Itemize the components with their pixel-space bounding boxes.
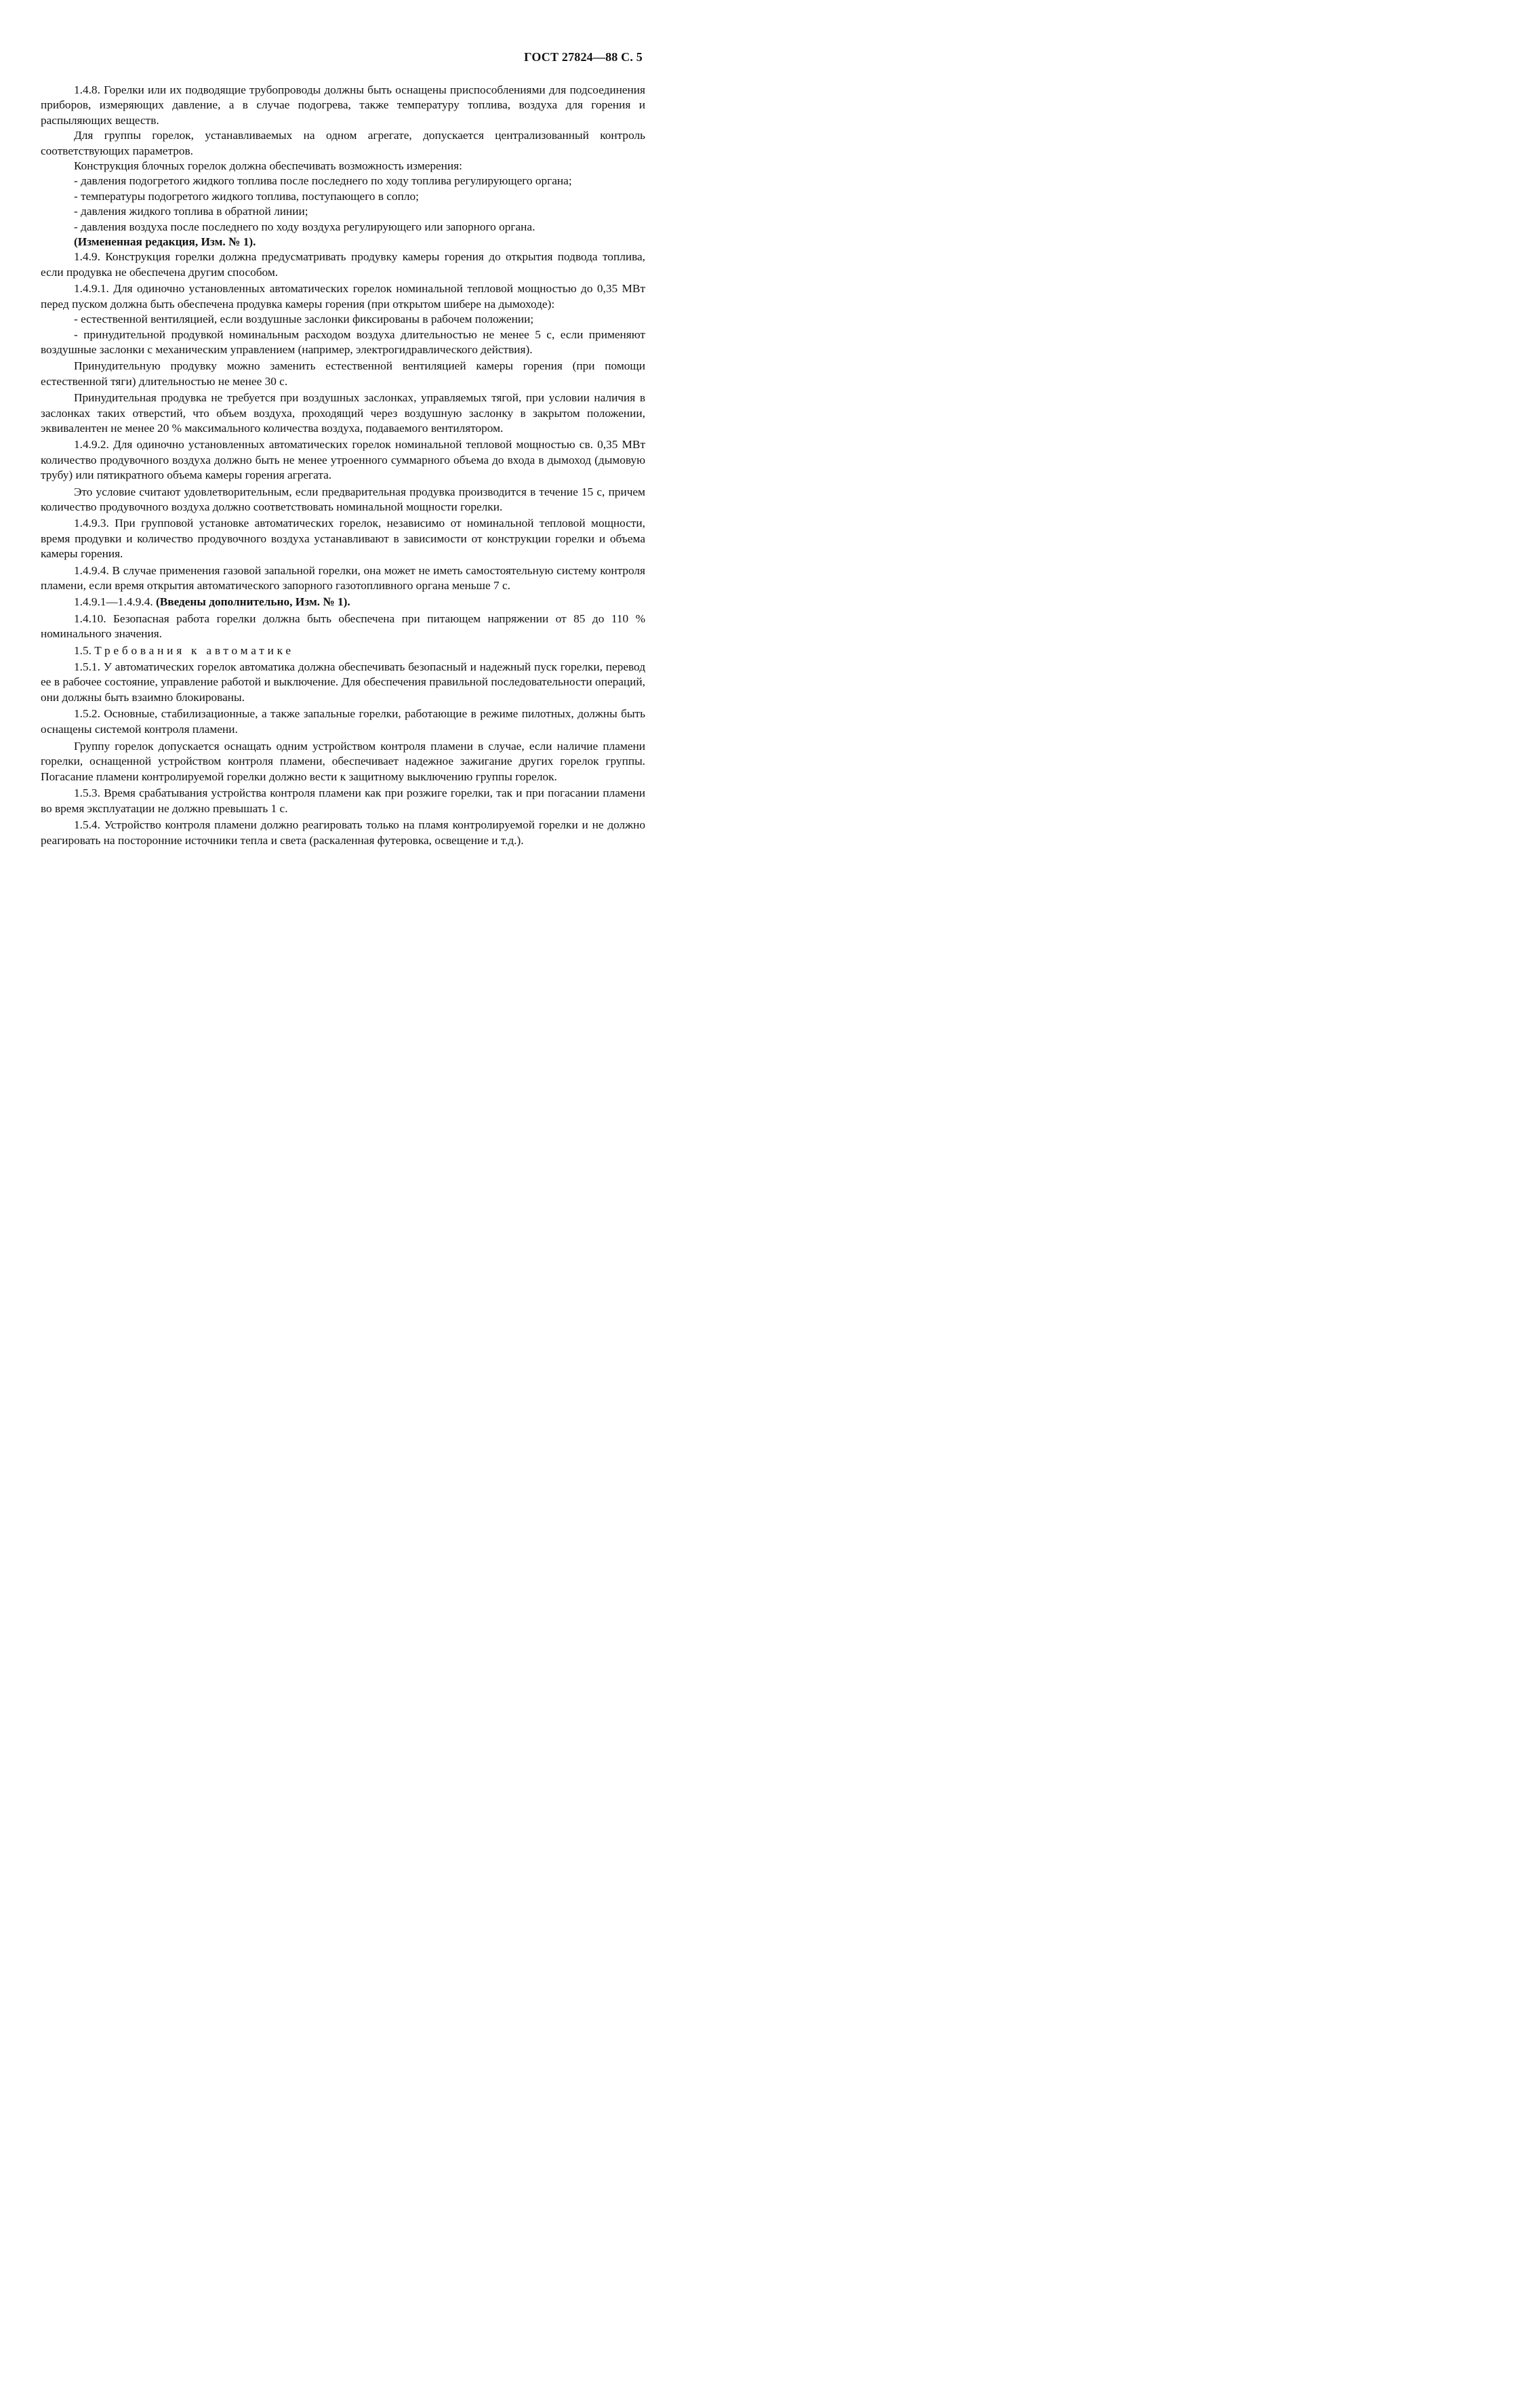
section-heading-1-5 — [41, 643, 645, 658]
paragraph-1-4-9-3: 1.4.9.3. При групповой установке автоматических горелок, независимо от номинальной тепловой мощности, время продувки и количество продувочного воздуха устанавливают в зависимости от конструкции горелки и объема камеры горения. — [41, 517, 645, 561]
paragraph-1-4-9: 1.4.9. Конструкция горелки должна предусматривать продувку камеры горения до открытия подвода топлива, если продувка не обеспечена другим способом. — [41, 250, 645, 279]
paragraph-1-4-9-2: 1.4.9.2. Для одиночно установленных автоматических горелок номинальной тепловой мощностью св. 0,35 МВт количество продувочного воздуха должно быть не менее утроенного суммарного объема до входа в дымоход (дымовую трубу) или пятикратного объема камеры горения агрегата. — [41, 438, 645, 482]
amendment-note: (Измененная редакция, Изм. № 1). — [74, 235, 256, 249]
amendment-range: 1.4.9.1—1.4.9.4. — [74, 595, 156, 609]
list-item: - давления подогретого жидкого топлива после последнего по ходу топлива регулирующего органа; — [74, 174, 572, 188]
amendment-label: (Введены дополнительно, Изм. № 1). — [155, 595, 350, 609]
paragraph-1-5-3: 1.5.3. Время срабатывания устройства контроля пламени как при розжиге горелки, так и при погасании пламени во время эксплуатации не должно превышать 1 с. — [41, 786, 645, 815]
amendment-note-range — [41, 595, 645, 610]
list-item: - давления жидкого топлива в обратной линии; — [74, 205, 308, 218]
paragraph: Принудительную продувку можно заменить естественной вентиляцией камеры горения (при помощи естественной тяги) длительностью не менее 30 с. — [41, 359, 645, 388]
paragraph: Это условие считают удовлетворительным, если предварительная продувка производится в течение 15 с, причем количество продувочного воздуха должно соответствовать номинальной мощности горелки. — [41, 485, 645, 513]
section-number: 1.5. — [74, 643, 95, 657]
list-item: - температуры подогретого жидкого топлива, поступающего в сопло; — [74, 189, 419, 203]
paragraph: Для группы горелок, устанавливаемых на одном агрегате, допускается централизованный контроль соответствующих параметров. — [41, 129, 645, 157]
paragraph-1-4-9-1: 1.4.9.1. Для одиночно установленных автоматических горелок номинальной тепловой мощностью до 0,35 МВт перед пуском должна быть обеспечена продувка камеры горения (при открытом шибере на дымоходе): — [41, 282, 645, 311]
list-item: - естественной вентиляцией, если воздушные заслонки фиксированы в рабочем положении; — [74, 313, 534, 326]
paragraph: Принудительная продувка не требуется при воздушных заслонках, управляемых тягой, при условии наличия в заслонках таких отверстий, что объем воздуха, проходящий через воздушную заслонку в закрытом положении, эквивалентен не менее 20 % максимального количества воздуха, подаваемого вентилятором. — [41, 391, 645, 435]
list-item: - давления воздуха после последнего по ходу воздуха регулирующего или запорного органа. — [74, 220, 535, 233]
paragraph: Конструкция блочных горелок должна обеспечивать возможность измерения: — [74, 159, 462, 173]
paragraph-1-5-4: 1.5.4. Устройство контроля пламени должно реагировать только на пламя контролируемой горелки и не должно реагировать на посторонние источники тепла и света (раскаленная футеровка, освещение и т.д.). — [41, 818, 645, 847]
paragraph-1-5-1: 1.5.1. У автоматических горелок автоматика должна обеспечивать безопасный и надежный пуск горелки, перевод ее в рабочее состояние, управление работой и выключение. Для обеспечения правильной последовательности операций, они должны быть взаимно блокированы. — [41, 660, 645, 704]
list-item: - принудительной продувкой номинальным расходом воздуха длительностью не менее 5 с, если применяют воздушные заслонки с механическим управлением (например, электрогидравлического действия). — [41, 327, 645, 356]
page-header: ГОСТ 27824—88 С. 5 — [524, 50, 643, 64]
paragraph-1-5-2: 1.5.2. Основные, стабилизационные, а также запальные горелки, работающие в режиме пилотных, должны быть оснащены системой контроля пламени. — [41, 707, 645, 736]
document-body — [41, 83, 645, 848]
paragraph-1-4-10: 1.4.10. Безопасная работа горелки должна быть обеспечена при питающем напряжении от 85 до 110 % номинального значения. — [41, 612, 645, 641]
paragraph-1-4-9-4: 1.4.9.4. В случае применения газовой запальной горелки, она может не иметь самостоятельную систему контроля пламени, если время открытия автоматического запорного газотопливного органа меньше 7 с. — [41, 563, 645, 592]
paragraph-1-4-8: 1.4.8. Горелки или их подводящие трубопроводы должны быть оснащены приспособлениями для подсоединения приборов, измеряющих давление, а в случае подогрева, также температуру топлива, воздуха для горения и распыляющих веществ. — [41, 83, 645, 127]
paragraph: Группу горелок допускается оснащать одним устройством контроля пламени в случае, если наличие пламени горелки, оснащенной устройством контроля пламени, обеспечивает надежное зажигание других горелок группы. Погасание пламени контролируемой горелки должно вести к защитному выключению группы горелок. — [41, 740, 645, 783]
section-title: Требования к автоматике — [94, 643, 294, 657]
document-page — [0, 0, 694, 1079]
